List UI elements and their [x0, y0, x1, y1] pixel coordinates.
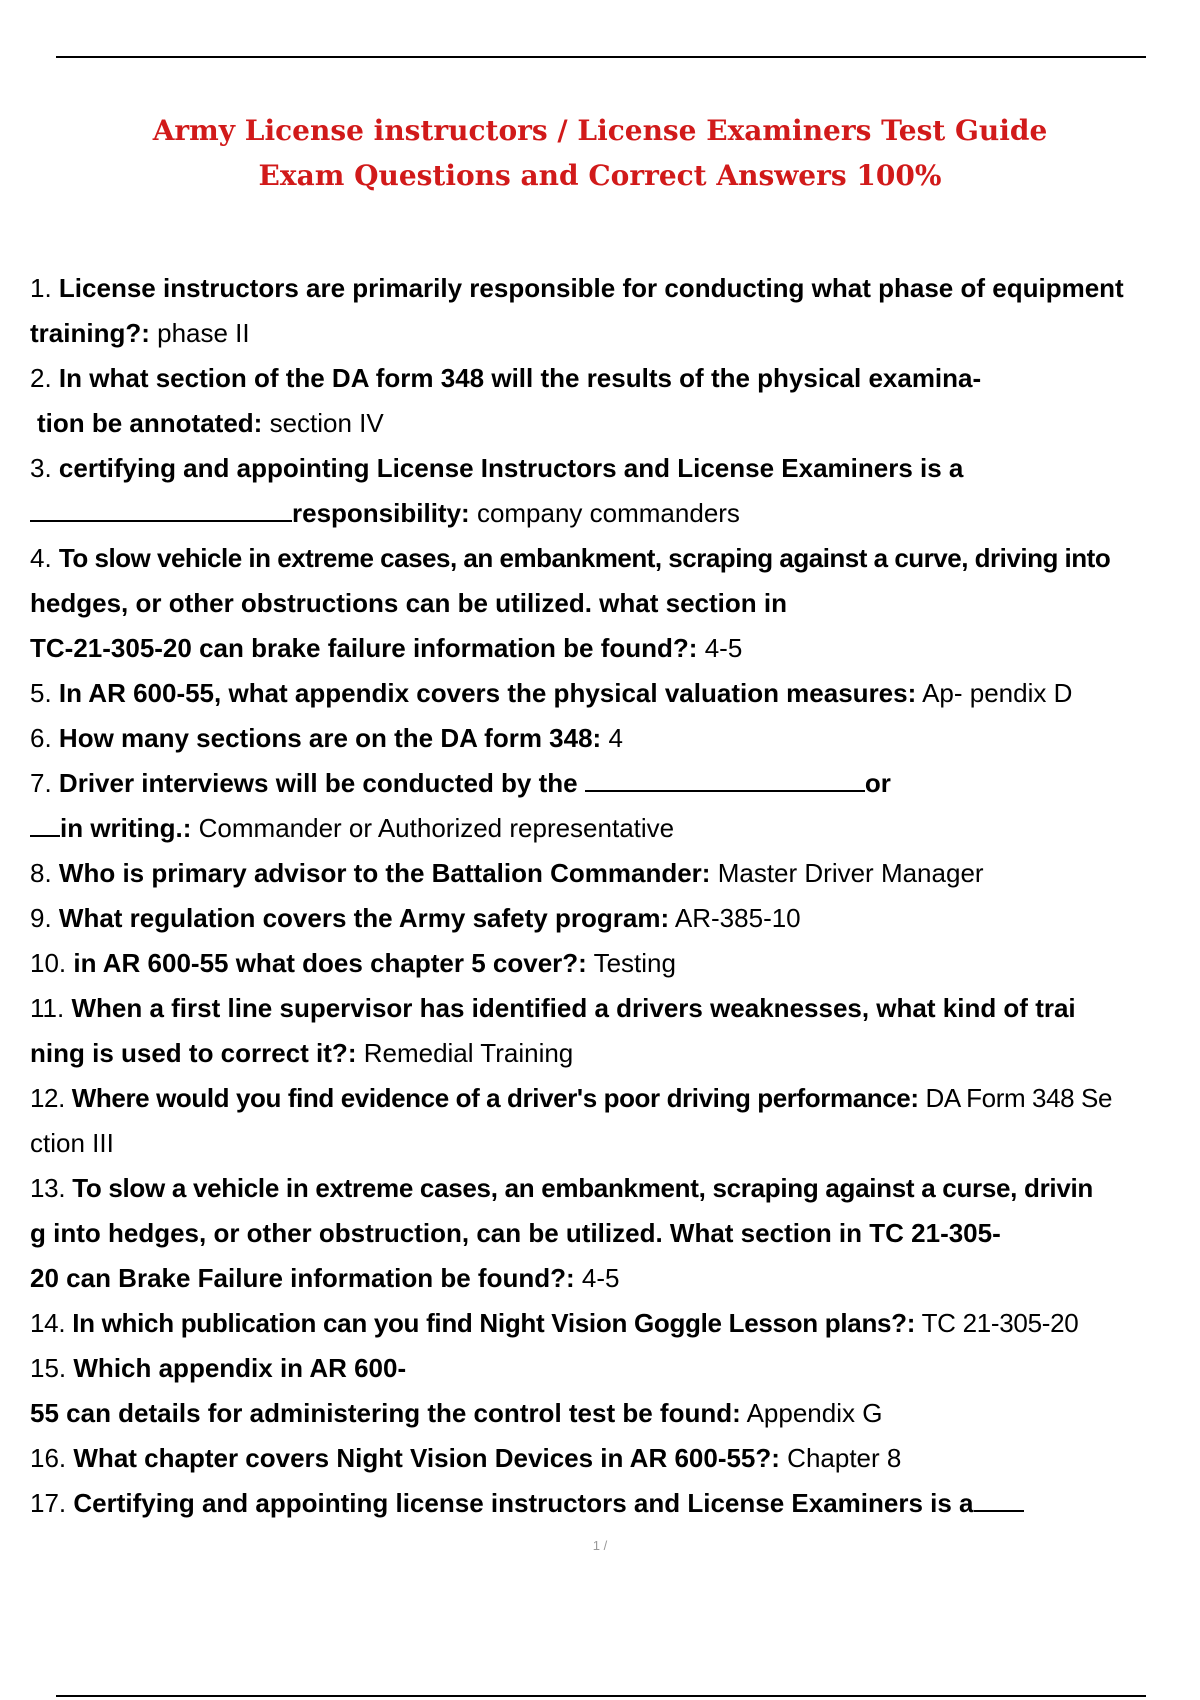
- question-number: 9.: [30, 903, 52, 933]
- question-text: To slow vehicle in extreme cases, an embankment, scraping against a curve, driving into: [58, 543, 1111, 573]
- list-item-continued: [30, 581, 1195, 626]
- question-text: 20 can Brake Failure information be found?:: [30, 1263, 575, 1293]
- question-text: When a first line supervisor has identified a drivers weaknesses, what kind of trai: [71, 993, 1076, 1023]
- question-number: 7.: [30, 768, 52, 798]
- bottom-rule: [56, 1695, 1146, 1697]
- list-item-continued: [30, 806, 1195, 851]
- list-item: [30, 671, 1195, 716]
- question-text: How many sections are on the DA form 348:: [58, 723, 602, 753]
- question-number: 16.: [30, 1443, 67, 1473]
- question-number: 6.: [30, 723, 52, 753]
- question-text: What chapter covers Night Vision Devices in AR 600-55?:: [73, 1443, 780, 1473]
- list-item-continued: [30, 626, 1195, 671]
- question-text: In which publication can you find Night Vision Goggle Lesson plans?:: [72, 1308, 916, 1338]
- answer-text: ction III: [30, 1128, 114, 1158]
- question-number: 15.: [30, 1353, 67, 1383]
- question-number: 8.: [30, 858, 52, 888]
- question-text: or: [864, 768, 891, 798]
- list-item: [30, 1481, 1195, 1526]
- question-number: 13.: [30, 1173, 66, 1203]
- list-item: [30, 446, 1195, 491]
- answer-text: Commander or Authorized representative: [198, 813, 675, 843]
- question-text: Certifying and appointing license instructors and License Examiners is a: [73, 1488, 974, 1518]
- list-item: [30, 986, 1195, 1031]
- question-number: 10.: [30, 948, 67, 978]
- list-item: [30, 1436, 1195, 1481]
- question-text: To slow a vehicle in extreme cases, an embankment, scraping against a curse, drivin: [72, 1173, 1094, 1203]
- question-number: 2.: [30, 363, 52, 393]
- document-title: [0, 108, 1200, 198]
- answer-text: AR-385-10: [674, 903, 801, 933]
- list-item: [30, 1166, 1195, 1211]
- list-item-continued: [30, 1211, 1195, 1256]
- list-item: [30, 941, 1195, 986]
- question-text: In AR 600-55, what appendix covers the physical valuation measures:: [58, 678, 917, 708]
- answer-text: 4-5: [704, 633, 743, 663]
- answer-text: phase II: [157, 318, 250, 348]
- list-item: [30, 716, 1195, 761]
- fill-in-blank: [30, 813, 60, 837]
- list-item-continued: [30, 491, 1195, 536]
- list-item: [30, 266, 1195, 311]
- list-item: [30, 851, 1195, 896]
- question-number: 1.: [30, 273, 52, 303]
- fill-in-blank: [30, 498, 292, 522]
- question-text: training?:: [30, 318, 150, 348]
- answer-text: Appendix G: [746, 1398, 883, 1428]
- question-text: hedges, or other obstructions can be utilized. what section in: [30, 588, 787, 618]
- answer-text: DA Form 348 Se: [925, 1083, 1113, 1113]
- question-text: Where would you find evidence of a driver's poor driving performance:: [71, 1083, 919, 1113]
- list-item: [30, 1076, 1195, 1121]
- list-item-continued: [30, 401, 1195, 446]
- list-item-continued: [30, 311, 1195, 356]
- fill-in-blank: [585, 768, 865, 792]
- answer-text: company commanders: [476, 498, 740, 528]
- page-number: 1 /: [592, 1538, 608, 1553]
- top-rule: [56, 56, 1146, 58]
- question-number: 3.: [30, 453, 52, 483]
- question-text: certifying and appointing License Instructors and License Examiners is a: [58, 453, 964, 483]
- question-text: Who is primary advisor to the Battalion Commander:: [58, 858, 711, 888]
- list-item-continued: [30, 1121, 1195, 1166]
- question-text: in writing.:: [60, 813, 192, 843]
- question-number: 4.: [30, 543, 52, 573]
- question-text: Which appendix in AR 600-: [73, 1353, 407, 1383]
- answer-text: 4-5: [581, 1263, 620, 1293]
- list-item-continued: [30, 1256, 1195, 1301]
- question-text: License instructors are primarily responsible for conducting what phase of equipment: [58, 273, 1124, 303]
- answer-text: 4: [608, 723, 623, 753]
- answer-text: Master Driver Manager: [717, 858, 984, 888]
- question-text: g into hedges, or other obstruction, can be utilized. What section in TC 21-305-: [30, 1218, 1001, 1248]
- answer-text: section IV: [269, 408, 384, 438]
- list-item-continued: [30, 1031, 1195, 1076]
- answer-text: Ap- pendix D: [922, 678, 1073, 708]
- answer-text: Testing: [593, 948, 676, 978]
- question-number: 12.: [30, 1083, 65, 1113]
- answer-text: Remedial Training: [363, 1038, 574, 1068]
- question-number: 14.: [30, 1308, 66, 1338]
- list-item: [30, 896, 1195, 941]
- list-item-continued: [30, 1391, 1195, 1436]
- question-text: TC-21-305-20 can brake failure information be found?:: [30, 633, 698, 663]
- question-text: ning is used to correct it?:: [30, 1038, 357, 1068]
- question-text: 55 can details for administering the control test be found:: [30, 1398, 741, 1428]
- fill-in-blank: [974, 1488, 1024, 1512]
- title-line-1: Army License instructors / License Examiners Test Guide: [152, 114, 1048, 147]
- question-number: 5.: [30, 678, 52, 708]
- list-item: [30, 356, 1195, 401]
- answer-text: TC 21-305-20: [921, 1308, 1079, 1338]
- question-text: Driver interviews will be conducted by the: [58, 768, 578, 798]
- title-line-2: Exam Questions and Correct Answers 100%: [258, 159, 942, 192]
- question-list: [30, 266, 1195, 1526]
- question-text: In what section of the DA form 348 will the results of the physical examina-: [58, 363, 982, 393]
- question-number: 11.: [30, 993, 65, 1023]
- list-item: [30, 1346, 1195, 1391]
- list-item: [30, 536, 1195, 581]
- list-item: [30, 1301, 1195, 1346]
- question-number: 17.: [30, 1488, 67, 1518]
- question-text: What regulation covers the Army safety program:: [58, 903, 670, 933]
- question-text: in AR 600-55 what does chapter 5 cover?:: [73, 948, 587, 978]
- list-item: [30, 761, 1195, 806]
- question-text: responsibility:: [292, 498, 470, 528]
- question-text: tion be annotated:: [37, 408, 263, 438]
- answer-text: Chapter 8: [787, 1443, 902, 1473]
